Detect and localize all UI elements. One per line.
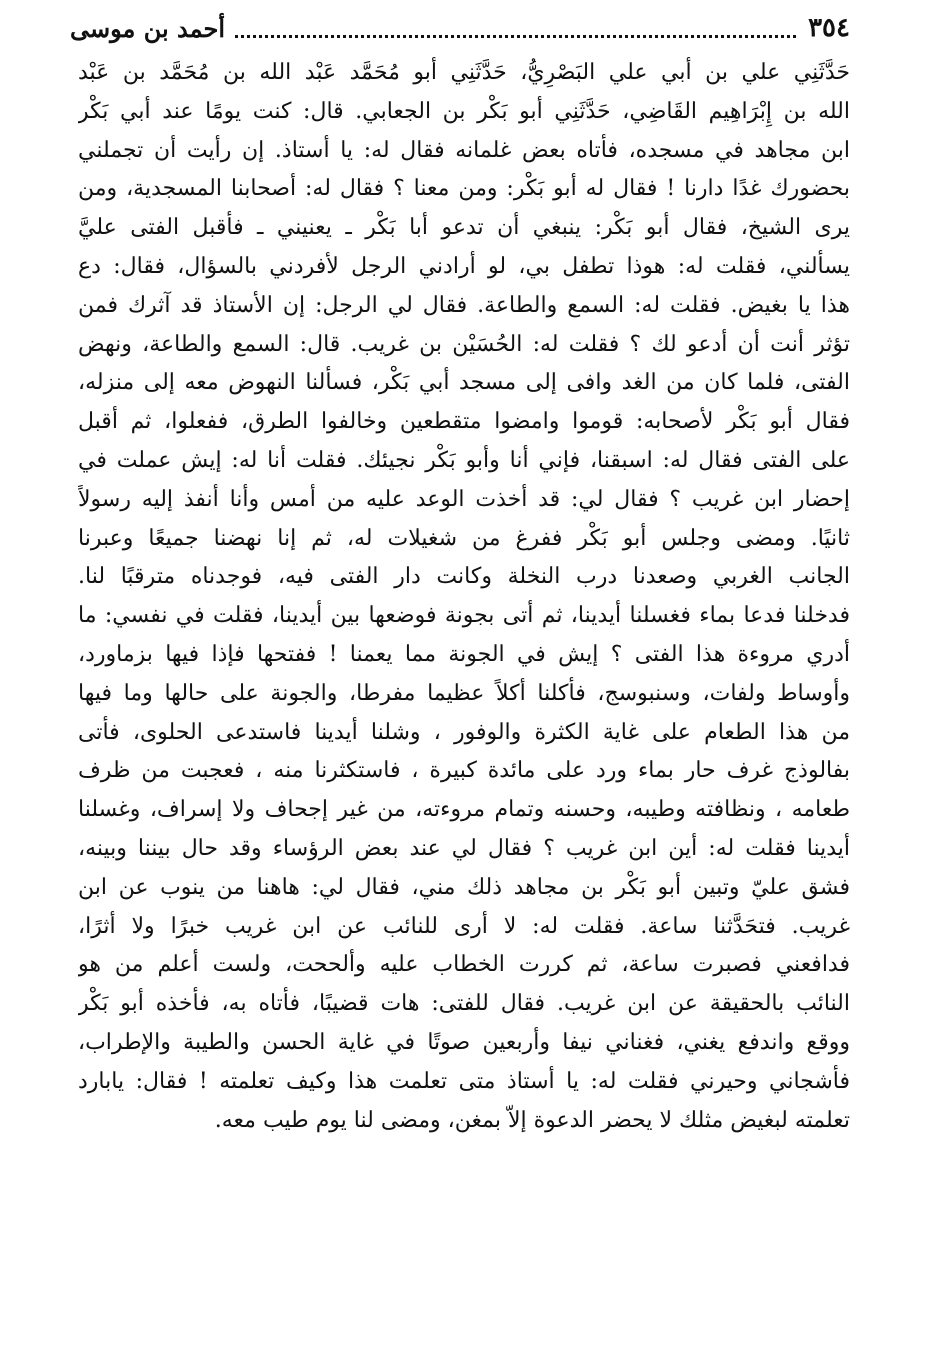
chapter-title: أحمد بن موسى [70, 13, 226, 43]
text-line: فأشجاني وحيرني فقلت له: يا أستاذ متى تعلمت هذا وكيف تعلمته ! فقال: يابارد [78, 1068, 850, 1094]
text-line: حَدَّثَنِي علي بن أبي علي البَصْرِيُّ، حَدَّثَنِي أبو مُحَمَّد عَبْد الله بن مُحَمَّد بن عَبْد [78, 60, 850, 85]
text-line: أدري مروءة هذا الفتى ؟ إيش في الجونة مما يعمنا ! ففتحها فإذا فيها بزماورد، [78, 641, 850, 667]
text-line: ابن مجاهد في مسجده، فأتاه بعض غلمانه فقال له: يا أستاذ. إن رأيت أن تجملني [78, 137, 850, 163]
text-line: بفالوذج غرف حار بماء ورد على مائدة كبيرة ، فاستكثرنا منه ، فعجبت من ظرف [78, 758, 850, 784]
text-line: فدافعني فصبرت ساعة، ثم كررت الخطاب عليه وألححت، ولست أعلم من هو [78, 952, 850, 978]
text-line: طعامه ، ونظافته وطيبه، وحسنه وتمام مروءته، من غير إجحاف ولا إسراف، وغسلنا [78, 797, 850, 823]
text-line: بحضورك غدًا دارنا ! فقال له أبو بَكْر: ومن معنا ؟ فقال له: أصحابنا المسجدية، ومن [78, 176, 850, 202]
text-line: فدخلنا فدعا بماء فغسلنا أيدينا، ثم أتى بجونة فوضعها بين أيدينا، فقلت في نفسي: ما [78, 603, 850, 629]
running-header [70, 8, 850, 48]
text-line: الفتى، فلما كان من الغد وافى إلى مسجد أبي بَكْر، فسألنا النهوض معه إلى منزله، [78, 370, 850, 396]
text-line: ووقع واندفع يغني، فغناني نيفا وأربعين صوتًا في غاية الحسن والطيبة والإطراب، [78, 1029, 850, 1055]
text-line: إحضار ابن غريب ؟ فقال لي: قد أخذت الوعد عليه من أمس وأنا أنفذ إليه رسولاً [78, 486, 850, 512]
text-line: الله بن إِبْرَاهِيم القَاضِي، حَدَّثَنِي أبو بَكْر بن الجعابي. قال: كنت يومًا عند أبي بَكْر [78, 98, 850, 124]
body-text [78, 54, 850, 1140]
text-line: فقال أبو بَكْر لأصحابه: قوموا وامضوا متقطعين وخالفوا الطرق، ففعلوا، ثم أقبل [78, 409, 850, 435]
page-number: ٣٥٤ [808, 13, 850, 43]
text-line: غريب. فتحَدَّثنا ساعة. فقلت له: لا أرى للنائب عن ابن غريب خبرًا ولا أثرًا، [78, 913, 850, 939]
text-line: يسألني، فقلت له: هوذا تطفل بي، لو أرادني الرجل لأفردني بالسؤال، فقال: دع [78, 253, 850, 279]
text-line: تؤثر أنت أن أدعو لك ؟ فقلت له: الحُسَيْن بن غريب. قال: السمع والطاعة، ونهض [78, 331, 850, 357]
text-line: هذا يا بغيض. فقلت له: السمع والطاعة. فقال لي الرجل: إن الأستاذ قد آثرك فمن [78, 292, 850, 318]
text-line-last: تعلمته لبغيض مثلك لا يحضر الدعوة إلاّ بمغن، ومضى لنا يوم طيب معه. [214, 1107, 850, 1133]
text-line: على الفتى فقال له: اسبقنا، فإني أنا وأبو بَكْر نجيئك. فقلت أنا له: إيش عملت في [78, 447, 850, 473]
text-line: وأوساط ولفات، وسنبوسج، فأكلنا أكلاً عظيما مفرطا، والجونة على حالها وما فيها [78, 680, 850, 706]
text-line: ثانيًا. ومضى وجلس أبو بَكْر ففرغ من شغيلات له، ثم إنا نهضنا جميعًا وعبرنا [78, 525, 850, 551]
text-line: النائب بالحقيقة عن ابن غريب. فقال للفتى: هات قضيبًا، فأتاه به، فأخذه أبو بَكْر [78, 991, 850, 1017]
text-line: يرى الشيخ، فقال أبو بَكْر: ينبغي أن تدعو أبا بَكْر ـ يعنيني ـ فأقبل الفتى عليَّ [78, 215, 850, 241]
text-line: فشق عليّ وتبين أبو بَكْر بن مجاهد ذلك مني، فقال لي: هاهنا من ينوب عن ابن [78, 874, 850, 900]
text-line: من هذا الطعام على غاية الكثرة والوفور ، وشلنا أيدينا فاستدعى الحلوى، فأتى [78, 719, 850, 745]
header-dotted-leader [235, 33, 796, 38]
text-line: أيدينا فقلت له: أين ابن غريب ؟ فقال لي عند بعض الرؤساء وقد حال بيننا وبينه، [78, 835, 850, 861]
text-line: الجانب الغربي وصعدنا درب النخلة وكانت دار الفتى فيه، فوجدناه مترقبًا لنا. [78, 564, 850, 590]
